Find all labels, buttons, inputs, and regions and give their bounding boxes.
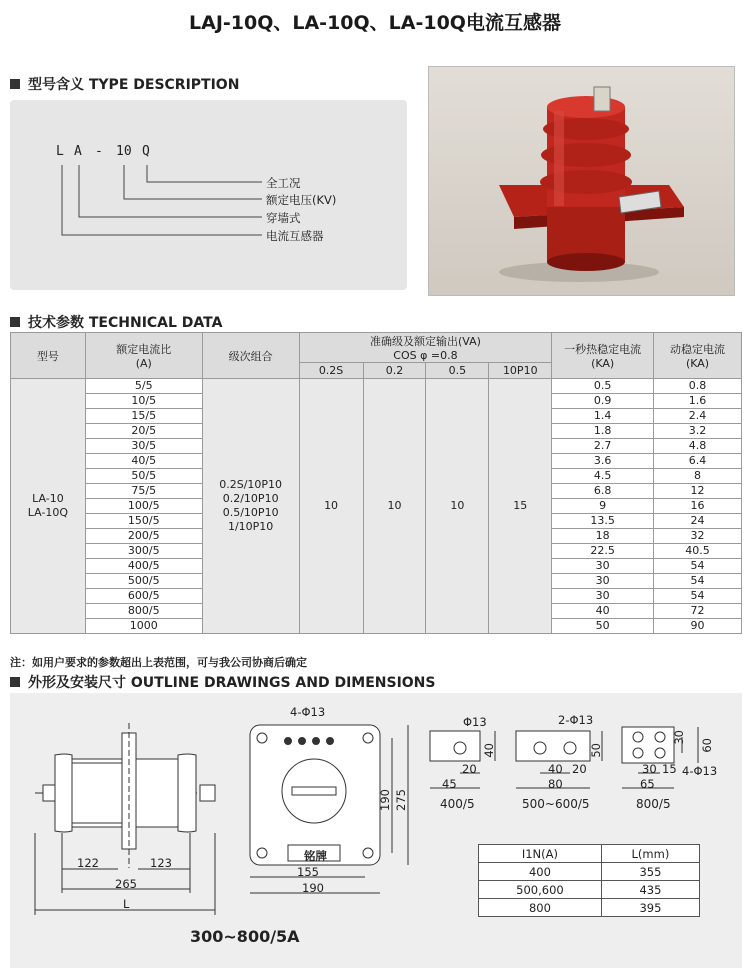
term2-dim-c: 20 [572,762,587,776]
thermal-cell: 40 [552,604,654,619]
table-note: 注：如用户要求的参数超出上表范围，可与我公司协商后确定 [10,656,307,669]
outline-section-heading [10,672,435,692]
product-photo [428,66,735,296]
header-sub-3: 10P10 [489,363,552,379]
output-cell: 10 [363,379,426,634]
bullet-square-icon [10,79,20,89]
dynamic-cell: 40.5 [654,544,742,559]
combo-cell-line: 0.2/10P10 [222,492,279,505]
term2-dim-b: 40 [548,762,563,776]
dynamic-cell: 0.8 [654,379,742,394]
technical-data-body [11,379,742,634]
term1-dim-b: 20 [462,762,477,776]
dynamic-cell: 90 [654,619,742,634]
header-cos: COS φ =0.8 [393,349,458,362]
ratio-cell: 1000 [85,619,202,634]
ratio-cell: 600/5 [85,589,202,604]
ratio-cell: 100/5 [85,499,202,514]
term3-hole: 4-Φ13 [682,764,718,778]
header-ratio-text: 额定电流比 [116,343,172,356]
type-label-1: 全工况 [266,176,301,190]
thermal-cell: 0.5 [552,379,654,394]
page-title: LAJ-10Q、LA-10Q、LA-10Q电流互感器 [189,12,561,34]
dynamic-cell: 72 [654,604,742,619]
thermal-cell: 2.7 [552,439,654,454]
ratio-cell: 30/5 [85,439,202,454]
model-cell-line: LA-10 [32,492,64,505]
length-header-current: I1N(A) [479,845,602,863]
type-label-4: 电流互感器 [266,229,324,243]
term2-label: 500~600/5 [522,797,590,811]
dynamic-cell: 54 [654,559,742,574]
type-code-diagram [10,100,407,290]
output-cell: 10 [299,379,363,634]
dynamic-cell: 4.8 [654,439,742,454]
term2-dim-d: 80 [548,777,563,791]
ratio-cell: 5/5 [85,379,202,394]
dim-190-w: 190 [302,881,324,895]
header-dynamic [654,333,742,379]
dim-265: 265 [115,877,137,891]
thermal-cell: 3.6 [552,454,654,469]
ratio-cell: 150/5 [85,514,202,529]
dynamic-cell: 2.4 [654,409,742,424]
length-cell: 435 [601,881,699,899]
thermal-cell: 1.8 [552,424,654,439]
header-model: 型号 [11,333,86,379]
type-label-3: 穿墙式 [266,211,301,225]
header-accuracy [299,333,552,363]
dim-l: L [123,897,130,911]
length-cell: 395 [601,899,699,917]
length-cell: 400 [479,863,602,881]
ratio-cell: 40/5 [85,454,202,469]
thermal-cell: 30 [552,559,654,574]
ratio-cell: 500/5 [85,574,202,589]
technical-data-table [10,332,742,634]
type-code-a: A [74,144,82,159]
thermal-cell: 22.5 [552,544,654,559]
term1-dim-c: 45 [442,777,457,791]
dim-122: 122 [77,856,99,870]
header-thermal [552,333,654,379]
header-sub-1: 0.2 [363,363,426,379]
bullet-square-icon [10,317,20,327]
side-caption: 300~800/5A [190,927,300,946]
tech-section-heading-text: 技术参数 TECHNICAL DATA [28,315,223,331]
term1-dim-a: 40 [482,743,496,758]
type-description-panel [10,100,407,290]
length-header-length: L(mm) [601,845,699,863]
thermal-cell: 9 [552,499,654,514]
front-holes: 4-Φ13 [290,705,326,719]
header-dynamic-text: 动稳定电流 [670,343,726,356]
dim-123: 123 [150,856,172,870]
current-transformer-image [429,67,736,297]
thermal-cell: 30 [552,574,654,589]
header-combo: 级次组合 [202,333,299,379]
header-accuracy-text: 准确级及额定输出(VA) [369,335,481,348]
thermal-cell: 4.5 [552,469,654,484]
ratio-cell: 50/5 [85,469,202,484]
dim-155: 155 [297,865,319,879]
combo-cell-line: 1/10P10 [227,520,274,533]
header-sub-0: 0.2S [299,363,363,379]
type-code-10: 10 [116,144,132,159]
term1-hole: Φ13 [463,715,487,729]
thermal-cell: 0.9 [552,394,654,409]
ratio-cell: 300/5 [85,544,202,559]
ratio-cell: 10/5 [85,394,202,409]
bullet-square-icon [10,677,20,687]
ratio-cell: 75/5 [85,484,202,499]
output-cell: 10 [426,379,489,634]
outline-section-heading-text: 外形及安装尺寸 OUTLINE DRAWINGS AND DIMENSIONS [28,675,436,691]
dim-275: 275 [394,789,408,811]
outline-drawings [10,693,742,968]
dim-190-h: 190 [378,789,392,811]
dynamic-cell: 1.6 [654,394,742,409]
thermal-cell: 30 [552,589,654,604]
nameplate-label: 铭牌 [304,849,327,863]
tech-section-heading [10,312,222,332]
thermal-cell: 13.5 [552,514,654,529]
thermal-cell: 18 [552,529,654,544]
combo-cell [202,379,299,634]
term3-dim-d: 15 [662,762,677,776]
model-cell-line: LA-10Q [27,506,69,519]
length-cell: 800 [479,899,602,917]
term3-dim-e: 65 [640,777,655,791]
header-ratio-unit: (A) [135,357,152,370]
length-cell: 355 [601,863,699,881]
combo-cell-line: 0.5/10P10 [222,506,279,519]
ratio-cell: 800/5 [85,604,202,619]
length-table [478,844,700,917]
type-code-dash: - [95,144,103,159]
term3-dim-b: 60 [700,738,714,753]
ratio-cell: 15/5 [85,409,202,424]
dynamic-cell: 8 [654,469,742,484]
type-section-heading-text: 型号含义 TYPE DESCRIPTION [28,77,240,93]
thermal-cell: 50 [552,619,654,634]
header-thermal-unit: (KA) [591,357,615,370]
type-code-q: Q [142,144,150,159]
term3-label: 800/5 [636,797,671,811]
header-thermal-text: 一秒热稳定电流 [564,343,642,356]
model-cell [11,379,86,634]
term1-label: 400/5 [440,797,475,811]
dynamic-cell: 12 [654,484,742,499]
thermal-cell: 1.4 [552,409,654,424]
header-sub-2: 0.5 [426,363,489,379]
dynamic-cell: 54 [654,589,742,604]
ratio-cell: 20/5 [85,424,202,439]
type-code-l: L [56,144,64,159]
ratio-cell: 200/5 [85,529,202,544]
term2-dim-a: 50 [589,743,603,758]
thermal-cell: 6.8 [552,484,654,499]
table-row [11,379,742,394]
term3-dim-a: 30 [672,730,686,745]
output-cell: 15 [489,379,552,634]
dynamic-cell: 3.2 [654,424,742,439]
length-cell: 500,600 [479,881,602,899]
type-label-2: 额定电压(KV) [266,193,337,207]
header-ratio [85,333,202,379]
ratio-cell: 400/5 [85,559,202,574]
dynamic-cell: 24 [654,514,742,529]
outline-drawing-panel [10,693,742,968]
term2-hole: 2-Φ13 [558,713,594,727]
combo-cell-line: 0.2S/10P10 [219,478,283,491]
dynamic-cell: 16 [654,499,742,514]
dynamic-cell: 6.4 [654,454,742,469]
header-dynamic-unit: (KA) [685,357,710,370]
type-section-heading [10,74,239,94]
dynamic-cell: 54 [654,574,742,589]
dynamic-cell: 32 [654,529,742,544]
term3-dim-c: 30 [642,762,657,776]
